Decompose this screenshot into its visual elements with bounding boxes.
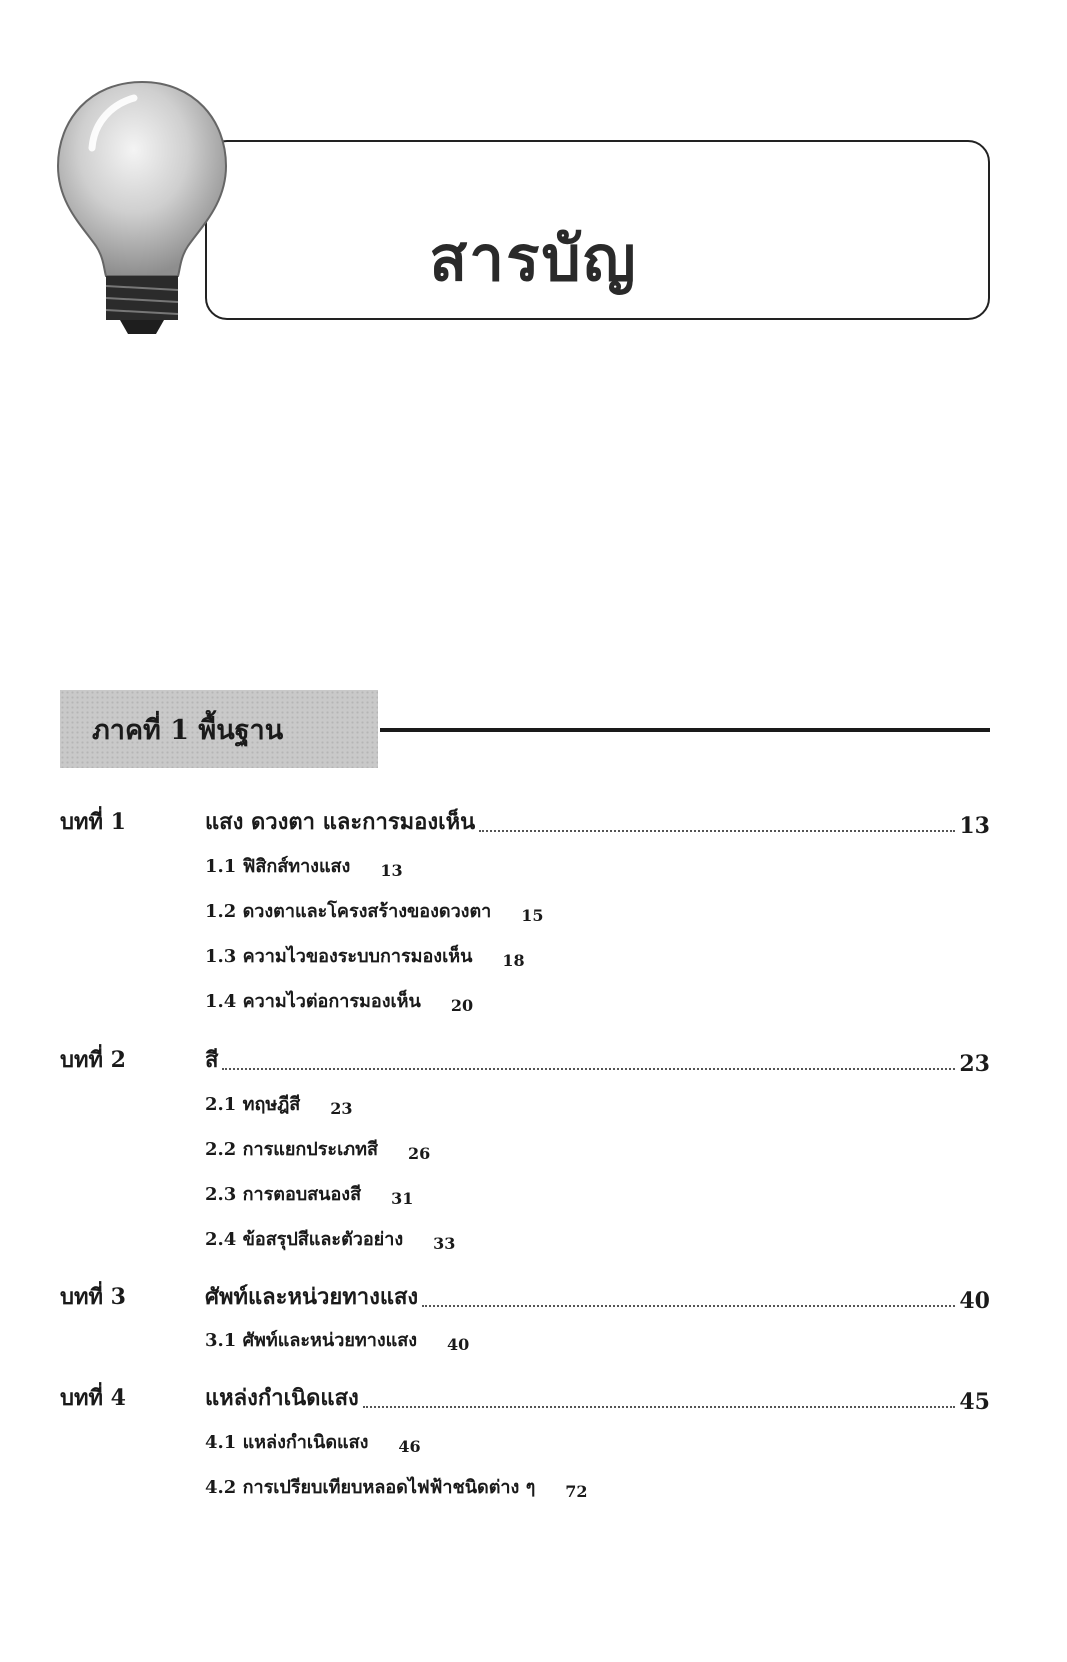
toc-section (205, 897, 544, 925)
section-title: 1.1 ฟิสิกส์ทางแสง (205, 856, 351, 877)
page-title: สารบัญ (429, 222, 638, 295)
toc-section (205, 1090, 353, 1118)
chapter-label: บทที่ 1 (60, 809, 126, 835)
section-page: 46 (398, 1437, 421, 1456)
section-page: 31 (391, 1189, 414, 1208)
toc-chapter (60, 1280, 990, 1314)
chapter-label: บทที่ 3 (60, 1284, 126, 1310)
dot-leader (479, 829, 955, 832)
chapter-title: ศัพท์และหน่วยทางแสง (205, 1284, 419, 1310)
toc-section (205, 1225, 455, 1253)
chapter-title: แหล่งกำเนิดแสง (205, 1385, 359, 1411)
section-page: 20 (450, 996, 474, 1015)
toc-section (205, 1473, 588, 1501)
chapter-title: สี (205, 1047, 219, 1073)
section-title: 4.2 การเปรียบเทียบหลอดไฟฟ้าชนิดต่าง ๆ (205, 1477, 536, 1498)
chapter-page: 45 (959, 1389, 990, 1415)
chapter-title: แสง ดวงตา และการมองเห็น (205, 809, 476, 835)
part-heading: ภาคที่ 1 พื้นฐาน (92, 715, 284, 746)
section-title: 1.3 ความไวของระบบการมองเห็น (205, 946, 473, 967)
toc-section (205, 1428, 421, 1456)
toc-chapter (60, 1043, 990, 1077)
section-page: 18 (502, 951, 525, 970)
section-page: 26 (407, 1144, 431, 1163)
toc-section (205, 1135, 430, 1163)
toc-section (205, 852, 403, 880)
section-title: 1.4 ความไวต่อการมองเห็น (205, 991, 421, 1012)
toc-chapter (60, 1381, 990, 1415)
dot-leader (222, 1067, 955, 1070)
chapter-page: 40 (959, 1288, 990, 1314)
section-title: 4.1 แหล่งกำเนิดแสง (205, 1432, 369, 1453)
toc-section (205, 942, 525, 970)
dot-leader (422, 1304, 955, 1307)
toc-section (205, 1180, 413, 1208)
section-title: 3.1 ศัพท์และหน่วยทางแสง (205, 1330, 418, 1351)
section-title: 2.2 การแยกประเภทสี (205, 1139, 378, 1160)
section-page: 40 (447, 1335, 470, 1354)
section-page: 33 (433, 1234, 456, 1253)
section-page: 72 (565, 1482, 588, 1501)
toc-section (205, 987, 473, 1015)
toc-chapter (60, 805, 990, 839)
section-page: 13 (380, 861, 403, 880)
part-divider (380, 728, 990, 732)
section-page: 23 (330, 1099, 353, 1118)
chapter-label: บทที่ 4 (60, 1385, 126, 1411)
section-title: 2.4 ข้อสรุปสีและตัวอย่าง (205, 1229, 404, 1250)
section-title: 2.3 การตอบสนองสี (205, 1184, 362, 1205)
toc-section (205, 1326, 469, 1354)
section-page: 15 (521, 906, 544, 925)
section-title: 1.2 ดวงตาและโครงสร้างของดวงตา (205, 901, 492, 922)
chapter-page: 23 (959, 1051, 990, 1077)
chapter-label: บทที่ 2 (60, 1047, 126, 1073)
chapter-page: 13 (959, 813, 990, 839)
dot-leader (363, 1405, 956, 1408)
section-title: 2.1 ทฤษฎีสี (205, 1094, 301, 1115)
